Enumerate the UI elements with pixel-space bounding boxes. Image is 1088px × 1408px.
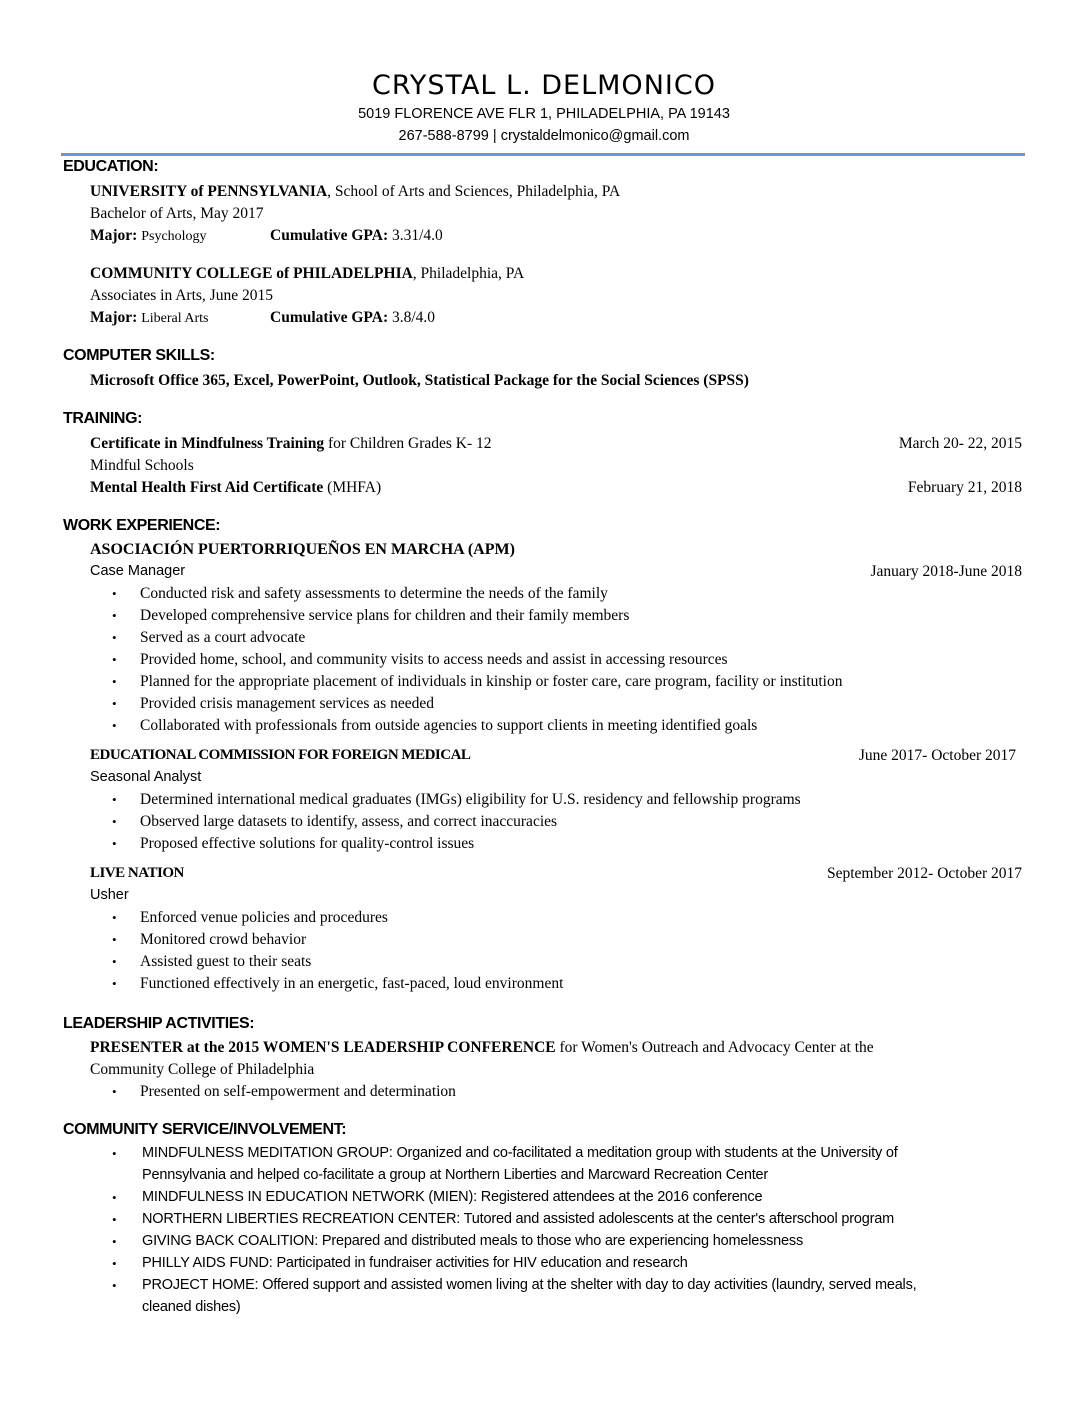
employer-2: EDUCATIONAL COMMISSION FOR FOREIGN MEDICAL [90,747,471,763]
bullet-icon: • [112,1234,117,1249]
bullet-text: Proposed effective solutions for quality-control issues [140,835,475,852]
training-title: Certificate in Mindfulness Training [90,435,325,452]
bullet-text: Functioned effectively in an energetic, fast-paced, loud environment [140,975,564,992]
computer-skills-heading: COMPUTER SKILLS: [63,347,215,364]
training-detail: for Children Grades K- 12 [324,435,492,452]
computer-skills-text: Microsoft Office 365, Excel, PowerPoint, Outlook, Statistical Package for the Social Sciences (SPSS) [90,372,749,389]
bullet-icon: • [112,586,117,601]
bullet-text-continued: Pennsylvania and helped co-facilitate a group at Northern Liberties and Marcward Recreation Center [142,1167,769,1183]
bullet-icon: • [112,1212,117,1227]
bullet-text: Collaborated with professionals from outside agencies to support clients in meeting identified goals [140,717,758,734]
bullet-icon: • [112,608,117,623]
bullet-text: Presented on self-empowerment and determination [140,1083,456,1100]
school-1-line [90,183,620,201]
separator: | [492,128,497,144]
employer-1: ASOCIACIÓN PUERTORRIQUEÑOS EN MARCHA (APM) [90,541,515,558]
bullet-icon: • [112,696,117,711]
bullet-text: NORTHERN LIBERTIES RECREATION CENTER: Tutored and assisted adolescents at the center's afterschool program [142,1211,894,1227]
school-2-degree: Associates in Arts, June 2015 [90,287,273,304]
email-link[interactable]: crystaldelmonico@gmail.com [500,128,690,144]
training-heading: TRAINING: [63,410,143,427]
school-2-major-gpa [90,309,436,327]
bullet-icon: • [112,976,117,991]
header-divider [61,153,1025,156]
gpa-value: 3.31/4.0 [391,227,443,244]
bullet-text: PHILLY AIDS FUND: Participated in fundraiser activities for HIV education and research [142,1255,688,1271]
bullet-icon: • [112,1278,117,1293]
training-date-2: February 21, 2018 [907,479,1022,496]
address: 5019 FLORENCE AVE FLR 1, PHILADELPHIA, PA 19143 [358,106,730,122]
training-date-1: March 20- 22, 2015 [898,435,1022,452]
bullet-text: MINDFULNESS MEDITATION GROUP: Organized and co-facilitated a meditation group with students at the University of [142,1145,898,1161]
bullet-icon: • [112,836,117,851]
leadership-title: PRESENTER at the 2015 WOMEN'S LEADERSHIP CONFERENCE [90,1039,556,1056]
training-title: Mental Health First Aid Certificate [90,479,324,496]
work-heading: WORK EXPERIENCE: [63,517,221,534]
training-item-1 [90,435,492,453]
gpa [270,227,443,245]
job-dates-3: September 2012- October 2017 [827,865,1022,882]
bullet-icon: • [112,630,117,645]
bullet-icon: • [112,814,117,829]
major-value: Psychology [141,229,207,244]
school-2-location: , Philadelphia, PA [412,265,525,282]
bullet-text: MINDFULNESS IN EDUCATION NETWORK (MIEN): Registered attendees at the 2016 conference [142,1189,763,1205]
bullet-icon: • [112,1084,117,1099]
bullet-text: GIVING BACK COALITION: Prepared and distributed meals to those who are experiencing homelessness [142,1233,804,1249]
candidate-name: CRYSTAL L. DELMONICO [372,70,716,101]
gpa-label: Cumulative GPA: [270,227,389,244]
bullet-icon: • [112,718,117,733]
job-title-3: Usher [90,887,129,903]
bullet-text: Conducted risk and safety assessments to determine the needs of the family [140,585,608,602]
bullet-text: Provided home, school, and community visits to access needs and assist in accessing resources [140,651,728,668]
bullet-text: Monitored crowd behavior [140,931,307,948]
bullet-text: Served as a court advocate [140,629,306,646]
major-label: Major: [90,227,138,244]
bullet-text: Assisted guest to their seats [140,953,312,970]
school-1-location: , School of Arts and Sciences, Philadelphia, PA [327,183,621,200]
bullet-icon: • [112,1146,117,1161]
leadership-line-1 [90,1039,874,1057]
bullet-icon: • [112,1256,117,1271]
leadership-heading: LEADERSHIP ACTIVITIES: [63,1015,255,1032]
bullet-icon: • [112,674,117,689]
education-heading: EDUCATION: [63,158,159,175]
training-org-1: Mindful Schools [90,457,194,474]
bullet-icon: • [112,932,117,947]
job-dates-1: January 2018-June 2018 [870,563,1022,580]
school-1-degree: Bachelor of Arts, May 2017 [90,205,264,222]
phone: 267-588-8799 [398,128,489,144]
bullet-text: Enforced venue policies and procedures [140,909,388,926]
bullet-text-continued: cleaned dishes) [142,1299,241,1315]
bullet-text: Developed comprehensive service plans for children and their family members [140,607,630,624]
job-title-1: Case Manager [90,563,186,579]
job-dates-2: June 2017- October 2017 [858,747,1016,764]
community-heading: COMMUNITY SERVICE/INVOLVEMENT: [63,1121,347,1138]
bullet-text: Determined international medical graduates (IMGs) eligibility for U.S. residency and fellowship programs [140,791,801,808]
gpa [270,309,435,327]
bullet-text: Planned for the appropriate placement of individuals in kinship or foster care, care program, facility or institution [140,673,843,690]
bullet-text: Provided crisis management services as needed [140,695,434,712]
school-2-line [90,265,524,283]
job-title-2: Seasonal Analyst [90,769,202,785]
leadership-line-2: Community College of Philadelphia [90,1061,315,1078]
bullet-icon: • [112,954,117,969]
school-2-name: COMMUNITY COLLEGE of PHILADELPHIA [90,265,413,282]
bullet-text: Observed large datasets to identify, assess, and correct inaccuracies [140,813,558,830]
school-1-major-gpa [90,227,443,245]
school-1-name: UNIVERSITY of PENNSYLVANIA [90,183,328,200]
bullet-icon: • [112,792,117,807]
training-item-2 [90,479,381,497]
major-label: Major: [90,309,138,326]
gpa-value: 3.8/4.0 [391,309,436,326]
leadership-detail: for Women's Outreach and Advocacy Center at the [555,1039,874,1056]
employer-3: LIVE NATION [90,865,184,881]
major-value: Liberal Arts [141,311,209,326]
bullet-icon: • [112,652,117,667]
bullet-icon: • [112,1190,117,1205]
contact-line [0,128,1088,144]
training-detail: (MHFA) [323,479,382,496]
bullet-text: PROJECT HOME: Offered support and assisted women living at the shelter with day to day activities (laundry, served meals, [142,1277,917,1293]
gpa-label: Cumulative GPA: [270,309,389,326]
bullet-icon: • [112,910,117,925]
